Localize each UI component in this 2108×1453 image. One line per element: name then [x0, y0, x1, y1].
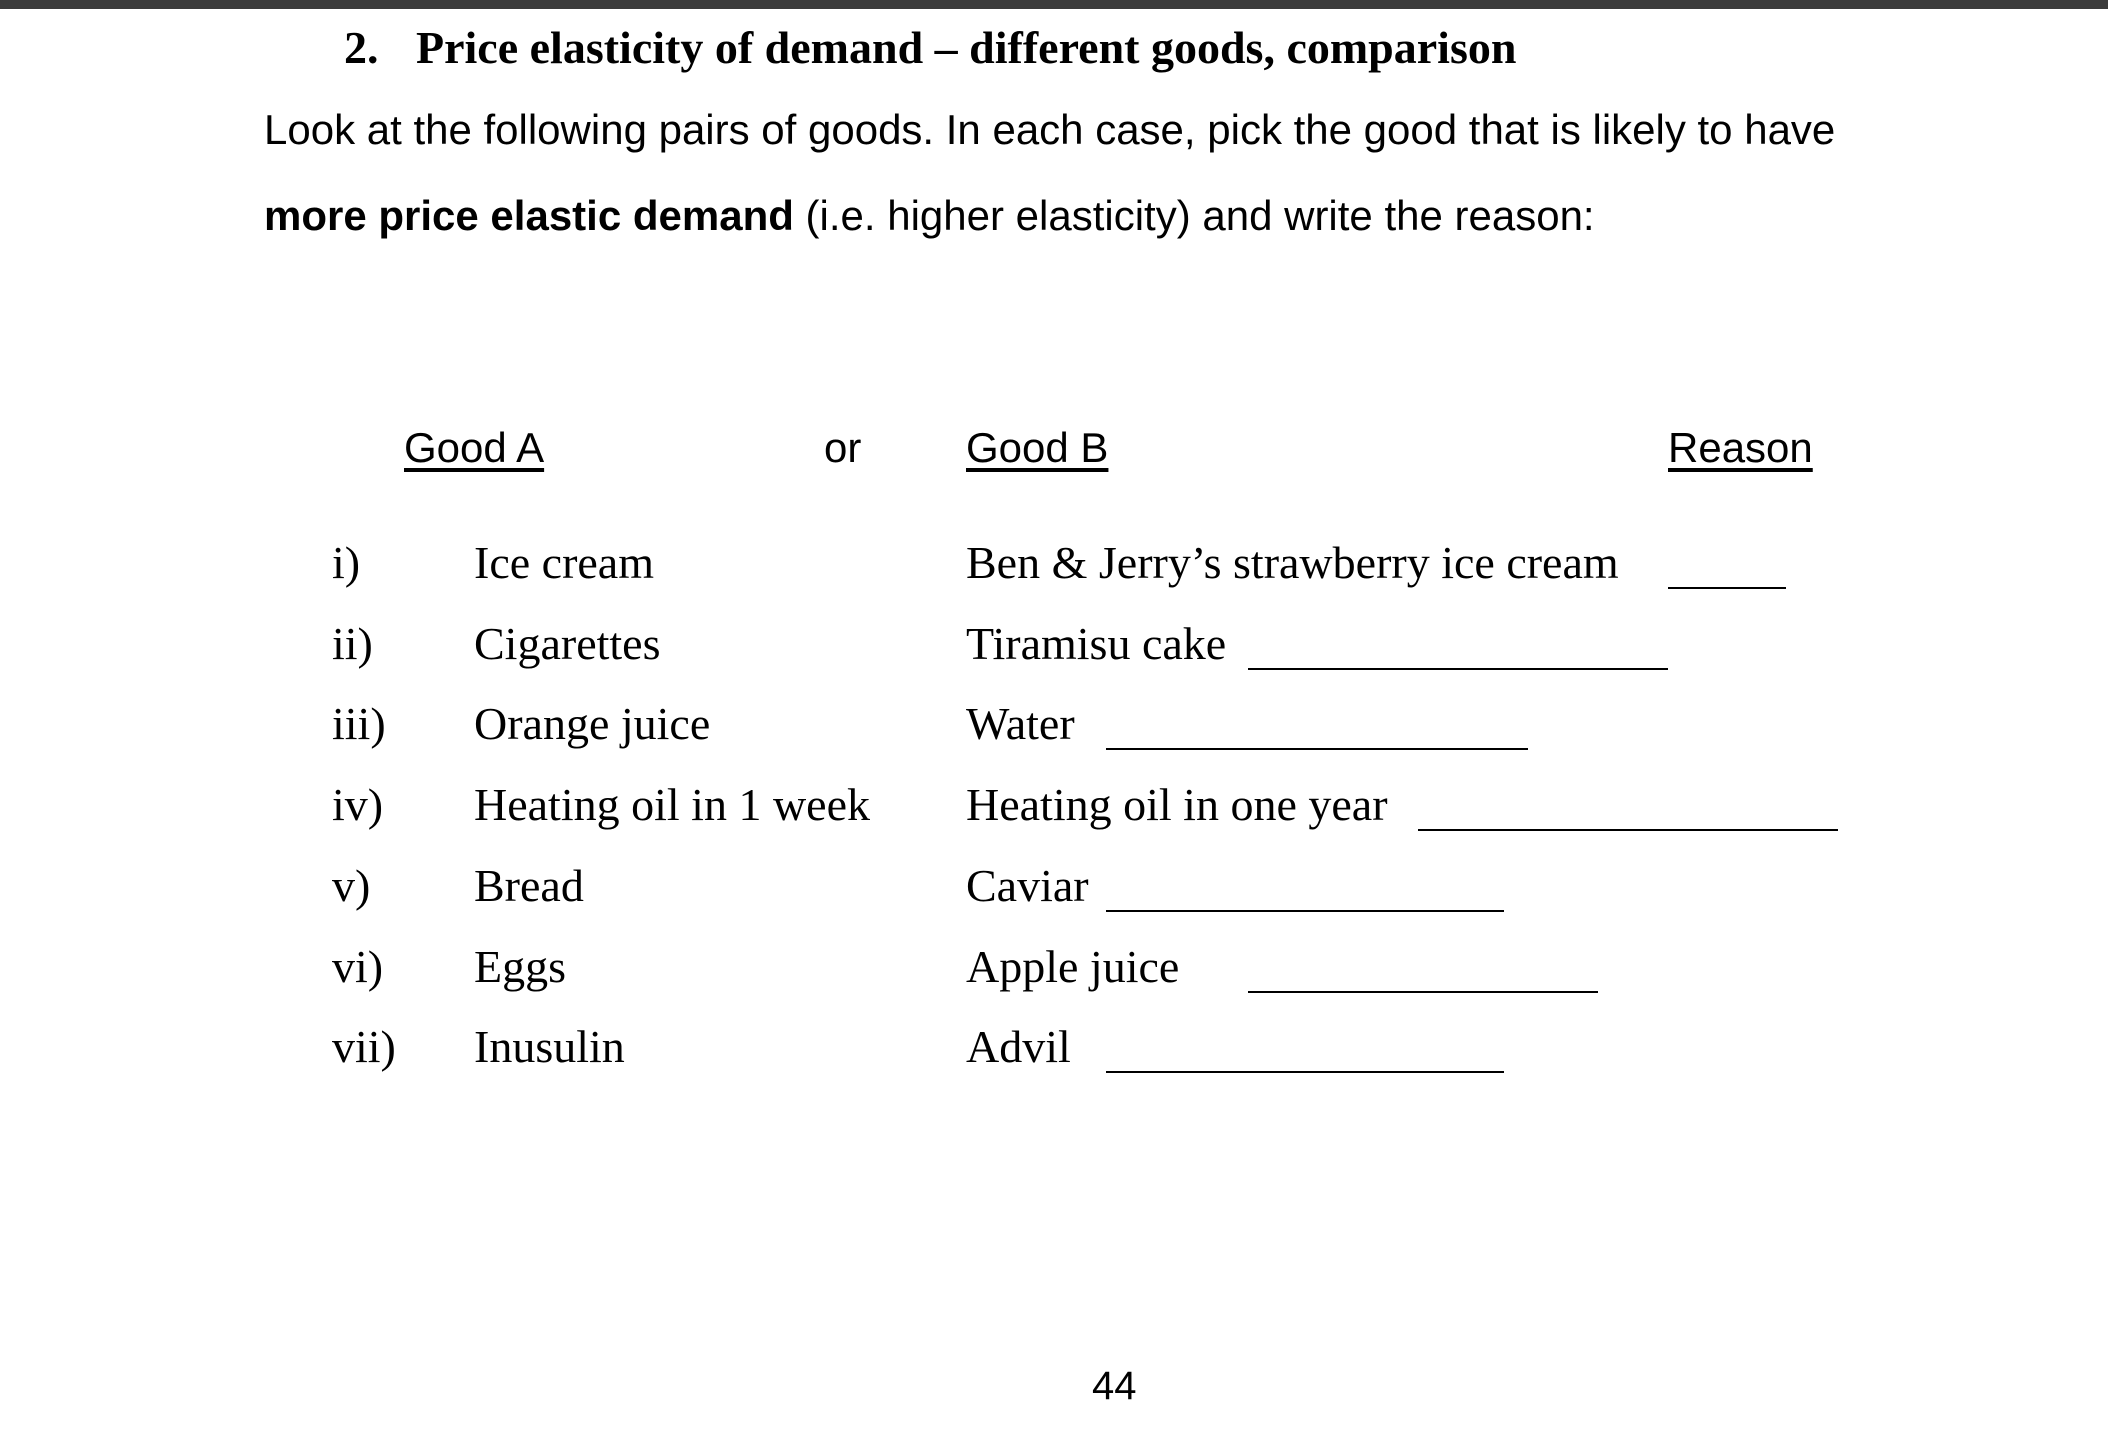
reason-blank[interactable] [1248, 668, 1668, 670]
good-a-item: Orange juice [474, 698, 711, 749]
good-b-item: Tiramisu cake [966, 618, 1227, 669]
instruction-line-2 [264, 188, 1595, 244]
column-header-good-a: Good A [404, 424, 545, 471]
row-numeral: i) [332, 537, 361, 588]
good-a-item: Cigarettes [474, 618, 661, 669]
good-b-item: Apple juice [966, 941, 1180, 992]
instruction-line-1: Look at the following pairs of goods. In each case, pick the good that is likely to have [264, 106, 1836, 153]
top-border [0, 0, 2108, 9]
good-b-item: Water [966, 698, 1075, 749]
row-numeral: v) [332, 860, 371, 911]
good-a-item: Eggs [474, 941, 566, 992]
section-heading [344, 18, 1516, 78]
good-b-item: Advil [966, 1021, 1071, 1072]
reason-blank[interactable] [1106, 910, 1504, 912]
good-a-item: Bread [474, 860, 584, 911]
column-header-reason: Reason [1668, 424, 1813, 471]
section-title: Price elasticity of demand – different goods, comparison [416, 22, 1517, 73]
row-numeral: vii) [332, 1021, 396, 1072]
column-header-good-b: Good B [966, 424, 1109, 471]
reason-blank[interactable] [1418, 829, 1838, 831]
instruction-emphasis: more price elastic demand [264, 192, 794, 239]
good-b-item: Ben & Jerry’s strawberry ice cream [966, 537, 1619, 588]
section-number: 2. [344, 22, 379, 73]
reason-blank[interactable] [1248, 991, 1598, 993]
page-number: 44 [1092, 1364, 1137, 1408]
row-numeral: vi) [332, 941, 384, 992]
row-numeral: iii) [332, 698, 386, 749]
reason-blank[interactable] [1106, 748, 1528, 750]
good-a-item: Ice cream [474, 537, 655, 588]
instruction-rest: (i.e. higher elasticity) and write the reason: [793, 192, 1595, 239]
good-a-item: Heating oil in 1 week [474, 779, 871, 830]
row-numeral: ii) [332, 618, 373, 669]
good-b-item: Heating oil in one year [966, 779, 1388, 830]
row-numeral: iv) [332, 779, 384, 830]
reason-blank[interactable] [1106, 1071, 1504, 1073]
column-header-or: or [824, 424, 862, 471]
good-b-item: Caviar [966, 860, 1089, 911]
reason-blank[interactable] [1668, 587, 1786, 589]
good-a-item: Inusulin [474, 1021, 625, 1072]
